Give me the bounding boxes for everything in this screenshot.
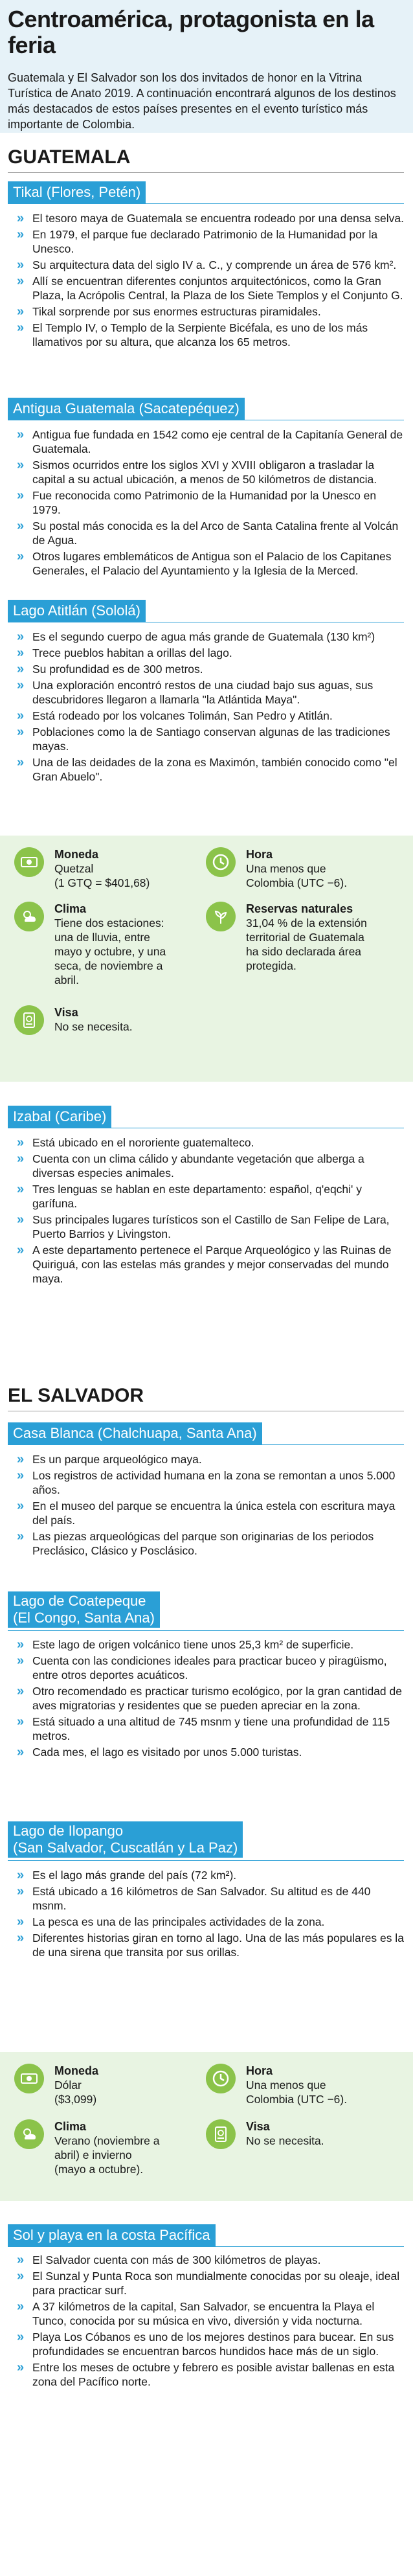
- list-tikal: [8, 211, 404, 351]
- list-item: » Está situado a una altitud de 745 msnm y tiene una profundidad de 115 metros.: [8, 1715, 404, 1743]
- list-item: » Allí se encuentran diferentes conjuntos arquitectónicos, como la Gran Plaza, la Acrópolis Central, la Plaza de los Siete Templos y el Conjunto G.: [8, 274, 404, 302]
- intro-text: Guatemala y El Salvador son los dos invitados de honor en la Vitrina Turística de Anato 2019. A continuación encontrará algunos de los destinos más destacados de estos países presentes en el evento turístico más importante de Colombia.: [8, 71, 396, 131]
- list-item: » El Sunzal y Punta Roca son mundialmente conocidas por su oleaje, ideal para practicar surf.: [8, 2269, 404, 2297]
- list-coatepeque: [8, 1637, 404, 1761]
- list-item: » Sismos ocurridos entre los siglos XVI y XVIII obligaron a trasladar la capital a su actual ubicación, a menos de 50 kilómetros de distancia.: [8, 458, 404, 486]
- clock-icon: [206, 847, 236, 877]
- list-item: » Una de las deidades de la zona es Maximón, también conocido como "el Gran Abuelo".: [8, 755, 404, 784]
- info-reservas: Reservas naturales 31,04 % de la extensión territorial de Guatemala ha sido declarada área protegida.: [206, 902, 400, 986]
- country-heading-el-salvador: EL SALVADOR: [8, 1385, 144, 1406]
- info-visa: Visa No se necesita.: [206, 2119, 400, 2165]
- money-icon: [14, 2064, 44, 2093]
- clock-icon: [206, 2064, 236, 2093]
- info-hora: Hora Una menos que Colombia (UTC −6).: [206, 847, 400, 893]
- list-item: » Otros lugares emblemáticos de Antigua son el Palacio de los Capitanes Generales, el Palacio del Ayuntamiento y la Iglesia de la Merced.: [8, 549, 404, 578]
- list-item: » El Salvador cuenta con más de 300 kilómetros de playas.: [8, 2253, 404, 2267]
- list-ilopango: [8, 1868, 404, 1961]
- list-izabal: [8, 1135, 404, 1288]
- list-item: » Sus principales lugares turísticos son el Castillo de San Felipe de Lara, Puerto Barrios y Livingston.: [8, 1213, 404, 1241]
- list-item: » Cuenta con las condiciones ideales para practicar buceo y piragüismo, entre otros deportes acuáticos.: [8, 1654, 404, 1682]
- list-item: » Cada mes, el lago es visitado por unos 5.000 turistas.: [8, 1745, 404, 1759]
- list-item: » Los registros de actividad humana en la zona se remontan a unos 5.000 años.: [8, 1468, 404, 1497]
- list-casa-blanca: [8, 1452, 404, 1560]
- section-tag-izabal: Izabal (Caribe): [8, 1106, 111, 1128]
- section-tag-ilopango: Lago de Ilopango (San Salvador, Cuscatlán y La Paz): [8, 1821, 243, 1858]
- section-tag-atitlan: Lago Atitlán (Sololá): [8, 600, 146, 622]
- list-item: » Poblaciones como la de Santiago conservan algunas de las tradiciones mayas.: [8, 725, 404, 753]
- list-item: » Es un parque arqueológico maya.: [8, 1452, 404, 1466]
- info-hora: Hora Una menos que Colombia (UTC −6).: [206, 2064, 400, 2109]
- list-item: » La pesca es una de las principales actividades de la zona.: [8, 1915, 404, 1929]
- section-tag-costa-pacifica: Sol y playa en la costa Pacífica: [8, 2224, 216, 2246]
- list-item: » El Templo IV, o Templo de la Serpiente Bicéfala, es uno de los más llamativos por su altura, que alcanza los 65 metros.: [8, 321, 404, 349]
- list-atitlan: [8, 630, 404, 786]
- info-clima: Clima Tiene dos estaciones: una de lluvia, entre mayo y octubre, y una seca, de noviembre a abril.: [14, 902, 202, 986]
- list-item: » Su profundidad es de 300 metros.: [8, 662, 404, 676]
- list-item: » Una exploración encontró restos de una ciudad bajo sus aguas, sus descubridores llegaron a llamarla "la Atlántida Maya".: [8, 678, 404, 707]
- tag-rule: [8, 1860, 404, 1861]
- list-item: » Trece pueblos habitan a orillas del lago.: [8, 646, 404, 660]
- info-box-guatemala: [0, 836, 413, 1082]
- info-visa: Visa No se necesita.: [14, 1005, 202, 1051]
- section-tag-tikal: Tikal (Flores, Petén): [8, 181, 146, 203]
- passport-icon: [206, 2119, 236, 2149]
- list-item: » Diferentes historias giran en torno al lago. Una de las más populares es la de una sirena que transita por sus orillas.: [8, 1931, 404, 1959]
- info-box-el-salvador: [0, 2052, 413, 2201]
- list-item: » Es el lago más grande del país (72 km²).: [8, 1868, 404, 1882]
- country-heading-guatemala: GUATEMALA: [8, 146, 131, 168]
- section-tag-coatepeque: Lago de Coatepeque (El Congo, Santa Ana): [8, 1591, 160, 1628]
- tag-rule: [8, 203, 404, 204]
- divider: [8, 172, 404, 173]
- list-item: » Este lago de origen volcánico tiene unos 25,3 km² de superficie.: [8, 1637, 404, 1652]
- list-item: » Está ubicado en el nororiente guatemalteco.: [8, 1135, 404, 1150]
- list-item: » Tres lenguas se hablan en este departamento: español, q'eqchi' y garífuna.: [8, 1182, 404, 1211]
- tag-rule: [8, 2246, 404, 2247]
- list-item: » Playa Los Cóbanos es uno de los mejores destinos para bucear. En sus profundidades se encuentran barcos hundidos hace más de un siglo.: [8, 2330, 404, 2358]
- list-item: » Su arquitectura data del siglo IV a. C., y comprende un área de 576 km².: [8, 258, 404, 272]
- list-item: » A este departamento pertenece el Parque Arqueológico y las Ruinas de Quiriguá, con las estelas más grandes y mejor conservadas del mundo maya.: [8, 1243, 404, 1286]
- list-item: » Fue reconocida como Patrimonio de la Humanidad por la Unesco en 1979.: [8, 488, 404, 517]
- section-tag-casa-blanca: Casa Blanca (Chalchuapa, Santa Ana): [8, 1422, 262, 1444]
- section-tag-antigua: Antigua Guatemala (Sacatepéquez): [8, 398, 245, 420]
- tag-rule: [8, 1444, 404, 1445]
- list-costa-pacifica: [8, 2253, 404, 2391]
- money-icon: [14, 847, 44, 877]
- info-moneda: Moneda Quetzal (1 GTQ = $401,68): [14, 847, 202, 893]
- tag-rule: [8, 1630, 404, 1631]
- list-item: » El tesoro maya de Guatemala se encuentra rodeado por una densa selva.: [8, 211, 404, 225]
- list-item: » Está rodeado por los volcanes Tolimán, San Pedro y Atitlán.: [8, 709, 404, 723]
- passport-icon: [14, 1005, 44, 1035]
- leaf-icon: [206, 902, 236, 931]
- header-block: [0, 0, 413, 133]
- list-item: » Las piezas arqueológicas del parque son originarias de los periodos Preclásico, Clásico y Posclásico.: [8, 1529, 404, 1558]
- list-item: » A 37 kilómetros de la capital, San Salvador, se encuentra la Playa el Tunco, conocida por su música en vivo, diversión y vida nocturna.: [8, 2299, 404, 2328]
- info-moneda: Moneda Dólar ($3,099): [14, 2064, 202, 2109]
- page-title: Centroamérica, protagonista en la feria: [8, 6, 374, 58]
- list-item: » Está ubicado a 16 kilómetros de San Salvador. Su altitud es de 440 msnm.: [8, 1884, 404, 1913]
- list-item: » Cuenta con un clima cálido y abundante vegetación que alberga a diversas especies animales.: [8, 1152, 404, 1180]
- list-item: » En 1979, el parque fue declarado Patrimonio de la Humanidad por la Unesco.: [8, 227, 404, 256]
- weather-icon: [14, 2119, 44, 2149]
- list-antigua: [8, 427, 404, 580]
- list-item: » Antigua fue fundada en 1542 como eje central de la Capitanía General de Guatemala.: [8, 427, 404, 456]
- list-item: » Su postal más conocida es la del Arco de Santa Catalina frente al Volcán de Agua.: [8, 519, 404, 547]
- list-item: » Entre los meses de octubre y febrero es posible avistar ballenas en esta zona del Pacífico norte.: [8, 2360, 404, 2389]
- info-clima: Clima Verano (noviembre a abril) e invierno (mayo a octubre).: [14, 2119, 202, 2191]
- weather-icon: [14, 902, 44, 931]
- list-item: » En el museo del parque se encuentra la única estela con escritura maya del país.: [8, 1499, 404, 1527]
- list-item: » Otro recomendado es practicar turismo ecológico, por la gran cantidad de aves migratorias y residentes que se pueden apreciar en la zona.: [8, 1684, 404, 1713]
- list-item: » Es el segundo cuerpo de agua más grande de Guatemala (130 km²): [8, 630, 404, 644]
- list-item: » Tikal sorprende por sus enormes estructuras piramidales.: [8, 304, 404, 319]
